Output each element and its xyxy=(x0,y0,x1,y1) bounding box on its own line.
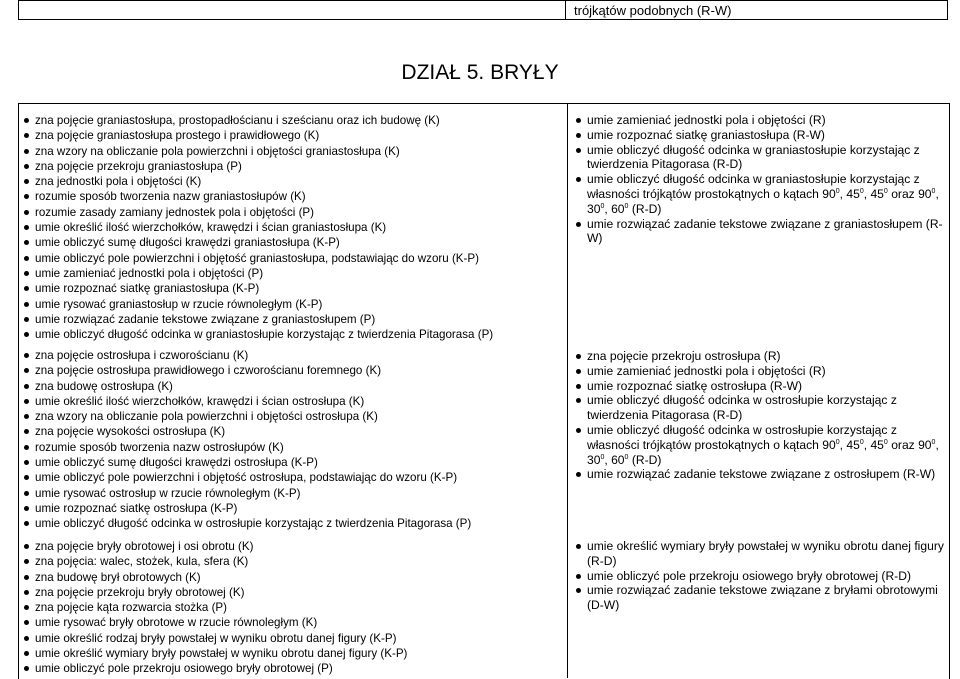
list-item: umie obliczyć pole powierzchni i objętość ostrosłupa, podstawiając do wzoru (K-P) xyxy=(22,470,471,485)
list-item: umie rozwiązać zadanie tekstowe związane z bryłami obrotowymi (D-W) xyxy=(573,583,946,613)
header-cell-empty xyxy=(19,1,566,20)
list-item: umie obliczyć długość odcinka w graniastosłupie korzystając z twierdzenia Pitagorasa (R-D) xyxy=(573,143,946,173)
list-item: umie obliczyć sumę długości krawędzi ostrosłupa (K-P) xyxy=(22,455,471,470)
list-item: umie określić wymiary bryły powstałej w wyniku obrotu danej figury (K-P) xyxy=(22,646,407,661)
column-divider xyxy=(567,103,568,678)
list-item: zna pojęcie graniastosłupa, prostopadłościanu i sześcianu oraz ich budowę (K) xyxy=(22,113,493,128)
list-item: umie rysować ostrosłup w rzucie równoległym (K-P) xyxy=(22,486,471,501)
list-item: umie zamieniać jednostki pola i objętości (R) xyxy=(573,113,946,128)
list-item: umie określić ilość wierzchołków, krawędzi i ścian graniastosłupa (K) xyxy=(22,220,493,235)
list-item: zna wzory na obliczanie pola powierzchni i objętości ostrosłupa (K) xyxy=(22,409,471,424)
list-item: umie określić wymiary bryły powstałej w wyniku obrotu danej figury (R-D) xyxy=(573,539,946,569)
list-item: umie obliczyć długość odcinka w graniastosłupie korzystając z własności trójkątów prostokątnych o kątach $90^0$, $45^0$, $45^0$ oraz $90^0$, $30^0$, $60^0$ (R-D) xyxy=(573,172,946,216)
list-item: umie zamieniać jednostki pola i objętości (R) xyxy=(573,364,946,379)
list-item: umie rozpoznać siatkę ostrosłupa (K-P) xyxy=(22,501,471,516)
list-item: umie zamieniać jednostki pola i objętości (P) xyxy=(22,266,493,281)
list-item: umie obliczyć długość odcinka w ostrosłupie korzystając z własności trójkątów prostokątnych o kątach $90^0$, $45^0$, $45^0$ oraz $90^0$, $30^0$, $60^0$ (R-D) xyxy=(573,423,946,467)
list-bryly-obrotowe-basic xyxy=(22,539,407,677)
list-item: zna pojęcie kąta rozwarcia stożka (P) xyxy=(22,600,407,615)
list-item: zna jednostki pola i objętości (K) xyxy=(22,174,493,189)
list-item: umie obliczyć pole przekroju osiowego bryły obrotowej (P) xyxy=(22,661,407,676)
list-item: zna pojęcie ostrosłupa prawidłowego i czworościanu foremnego (K) xyxy=(22,363,471,378)
list-item: umie obliczyć pole powierzchni i objętość graniastosłupa, podstawiając do wzoru (K-P) xyxy=(22,251,493,266)
list-item: umie rozwiązać zadanie tekstowe związane z graniastosłupem (P) xyxy=(22,312,493,327)
list-item: umie obliczyć długość odcinka w ostrosłupie korzystając z twierdzenia Pitagorasa (R-D) xyxy=(573,393,946,423)
list-item: zna pojęcie przekroju bryły obrotowej (K) xyxy=(22,585,407,600)
list-item: umie obliczyć sumę długości krawędzi graniastosłupa (K-P) xyxy=(22,235,493,250)
list-bryly-obrotowe-extended xyxy=(573,539,946,613)
list-item: umie obliczyć długość odcinka w graniastosłupie korzystając z twierdzenia Pitagorasa (P) xyxy=(22,327,493,342)
list-ostroslupy-extended xyxy=(573,349,946,482)
list-item: zna pojęcie graniastosłupa prostego i prawidłowego (K) xyxy=(22,128,493,143)
list-item: umie rozpoznać siatkę graniastosłupa (K-P) xyxy=(22,281,493,296)
list-item: umie rysować bryły obrotowe w rzucie równoległym (K) xyxy=(22,615,407,630)
list-item: zna budowę ostrosłupa (K) xyxy=(22,379,471,394)
list-item: umie określić rodzaj bryły powstałej w wyniku obrotu danej figury (K-P) xyxy=(22,631,407,646)
list-graniastoslupy-extended xyxy=(573,113,946,246)
list-item: umie rysować graniastosłup w rzucie równoległym (K-P) xyxy=(22,297,493,312)
list-item: umie rozwiązać zadanie tekstowe związane z ostrosłupem (R-W) xyxy=(573,467,946,482)
list-item: zna pojęcie bryły obrotowej i osi obrotu (K) xyxy=(22,539,407,554)
list-graniastoslupy-basic xyxy=(22,113,493,342)
list-item: zna pojęcie ostrosłupa i czworościanu (K) xyxy=(22,348,471,363)
list-item: zna wzory na obliczanie pola powierzchni i objętości graniastosłupa (K) xyxy=(22,144,493,159)
list-item: rozumie zasady zamiany jednostek pola i objętości (P) xyxy=(22,205,493,220)
section-title: DZIAŁ 5. BRYŁY xyxy=(401,61,559,84)
list-item: umie określić ilość wierzchołków, krawędzi i ścian ostrosłupa (K) xyxy=(22,394,471,409)
list-item: umie rozpoznać siatkę ostrosłupa (R-W) xyxy=(573,379,946,394)
header-cell-text: trójkątów podobnych (R-W) xyxy=(566,1,948,20)
list-item: rozumie sposób tworzenia nazw ostrosłupów (K) xyxy=(22,440,471,455)
list-item: zna pojęcia: walec, stożek, kula, sfera (K) xyxy=(22,554,407,569)
list-item: rozumie sposób tworzenia nazw graniastosłupów (K) xyxy=(22,189,493,204)
list-item: umie rozpoznać siatkę graniastosłupa (R-W) xyxy=(573,128,946,143)
list-item: umie obliczyć pole przekroju osiowego bryły obrotowej (R-D) xyxy=(573,569,946,584)
list-item: zna pojęcie wysokości ostrosłupa (K) xyxy=(22,424,471,439)
header-row-table xyxy=(18,0,948,20)
list-item: zna pojęcie przekroju ostrosłupa (R) xyxy=(573,349,946,364)
list-ostroslupy-basic xyxy=(22,348,471,532)
list-item: zna budowę brył obrotowych (K) xyxy=(22,570,407,585)
list-item: umie rozwiązać zadanie tekstowe związane z graniastosłupem (R-W) xyxy=(573,217,946,247)
list-item: umie obliczyć długość odcinka w ostrosłupie korzystając z twierdzenia Pitagorasa (P) xyxy=(22,516,471,531)
list-item: zna pojęcie przekroju graniastosłupa (P) xyxy=(22,159,493,174)
